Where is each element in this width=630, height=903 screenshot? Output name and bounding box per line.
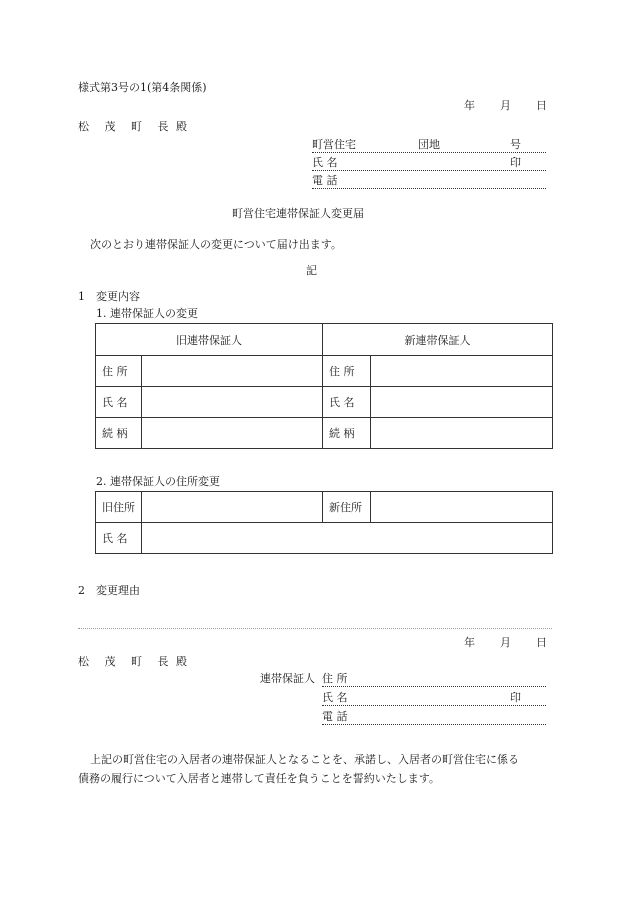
old-relation-field[interactable] bbox=[142, 418, 323, 449]
old-name-label: 氏 名 bbox=[96, 387, 142, 418]
applicant-name-line bbox=[312, 170, 546, 171]
pledge-line-2: 債務の履行について入居者と連帯して責任を負うことを誓約いたします。 bbox=[78, 772, 440, 785]
old-relation-label: 続 柄 bbox=[96, 418, 142, 449]
applicant-phone-label: 電 話 bbox=[312, 174, 338, 187]
new-guarantor-header: 新連帯保証人 bbox=[323, 324, 553, 356]
addressee: 松 茂 町 長 bbox=[78, 120, 175, 133]
table-row bbox=[96, 492, 553, 523]
date-month: 月 bbox=[500, 99, 511, 112]
residence-label: 町営住宅 bbox=[312, 138, 356, 151]
guarantor-date-day: 日 bbox=[536, 636, 547, 649]
guarantor-phone-line bbox=[322, 724, 546, 725]
pledge-line-1: 上記の町営住宅の入居者の連帯保証人となることを、承諾し、入居者の町営住宅に係る bbox=[90, 753, 519, 766]
applicant-seal-label: 印 bbox=[510, 156, 521, 169]
section1-number: 1 bbox=[78, 290, 85, 303]
guarantor-seal-label: 印 bbox=[510, 691, 521, 704]
table-row bbox=[96, 418, 553, 449]
old-address-change-field[interactable] bbox=[142, 492, 323, 523]
reason-divider bbox=[78, 628, 552, 629]
honorific: 殿 bbox=[176, 120, 187, 133]
guarantor-name-line bbox=[322, 705, 546, 706]
applicant-name-label: 氏 名 bbox=[312, 156, 338, 169]
unit-label: 号 bbox=[510, 138, 521, 151]
sub1-heading: 1. 連帯保証人の変更 bbox=[96, 307, 198, 320]
document-title: 町営住宅連帯保証人変更届 bbox=[232, 207, 364, 220]
estate-label: 団地 bbox=[418, 138, 440, 151]
new-address-change-field[interactable] bbox=[371, 492, 553, 523]
guarantor-date-month: 月 bbox=[500, 636, 511, 649]
new-address-label: 住 所 bbox=[323, 356, 371, 387]
address-change-table bbox=[95, 491, 553, 554]
table-row bbox=[96, 523, 553, 554]
guarantor-date-year: 年 bbox=[464, 636, 475, 649]
new-name-label: 氏 名 bbox=[323, 387, 371, 418]
sub2-heading: 2. 連帯保証人の住所変更 bbox=[96, 475, 220, 488]
guarantor-address-line bbox=[322, 686, 546, 687]
new-address-change-label: 新住所 bbox=[323, 492, 371, 523]
date-day: 日 bbox=[536, 99, 547, 112]
section2-number: 2 bbox=[78, 584, 85, 597]
guarantor-address-label: 住 所 bbox=[322, 672, 348, 685]
guarantor-label: 連帯保証人 bbox=[260, 672, 315, 685]
new-address-field[interactable] bbox=[371, 356, 553, 387]
section2-heading: 変更理由 bbox=[96, 584, 140, 597]
new-name-field[interactable] bbox=[371, 387, 553, 418]
old-name-field[interactable] bbox=[142, 387, 323, 418]
old-address-field[interactable] bbox=[142, 356, 323, 387]
old-address-change-label: 旧住所 bbox=[96, 492, 142, 523]
table-header-row bbox=[96, 324, 553, 356]
ki-heading: 記 bbox=[306, 264, 317, 277]
guarantor-phone-label: 電 話 bbox=[322, 710, 348, 723]
new-relation-label: 続 柄 bbox=[323, 418, 371, 449]
residence-line bbox=[312, 152, 546, 153]
new-relation-field[interactable] bbox=[371, 418, 553, 449]
guarantor-honorific: 殿 bbox=[176, 655, 187, 668]
intro-text: 次のとおり連帯保証人の変更について届け出ます。 bbox=[90, 238, 342, 251]
section1-heading: 変更内容 bbox=[96, 290, 140, 303]
guarantor-change-table bbox=[95, 323, 553, 449]
address-change-name-label: 氏 名 bbox=[96, 523, 142, 554]
old-address-label: 住 所 bbox=[96, 356, 142, 387]
table-row bbox=[96, 356, 553, 387]
guarantor-name-label: 氏 名 bbox=[322, 691, 348, 704]
applicant-phone-line bbox=[312, 188, 546, 189]
address-change-name-field[interactable] bbox=[142, 523, 553, 554]
date-year: 年 bbox=[464, 99, 475, 112]
guarantor-addressee: 松 茂 町 長 bbox=[78, 655, 175, 668]
form-number: 様式第3号の1(第4条関係) bbox=[78, 81, 207, 94]
old-guarantor-header: 旧連帯保証人 bbox=[96, 324, 323, 356]
table-row bbox=[96, 387, 553, 418]
